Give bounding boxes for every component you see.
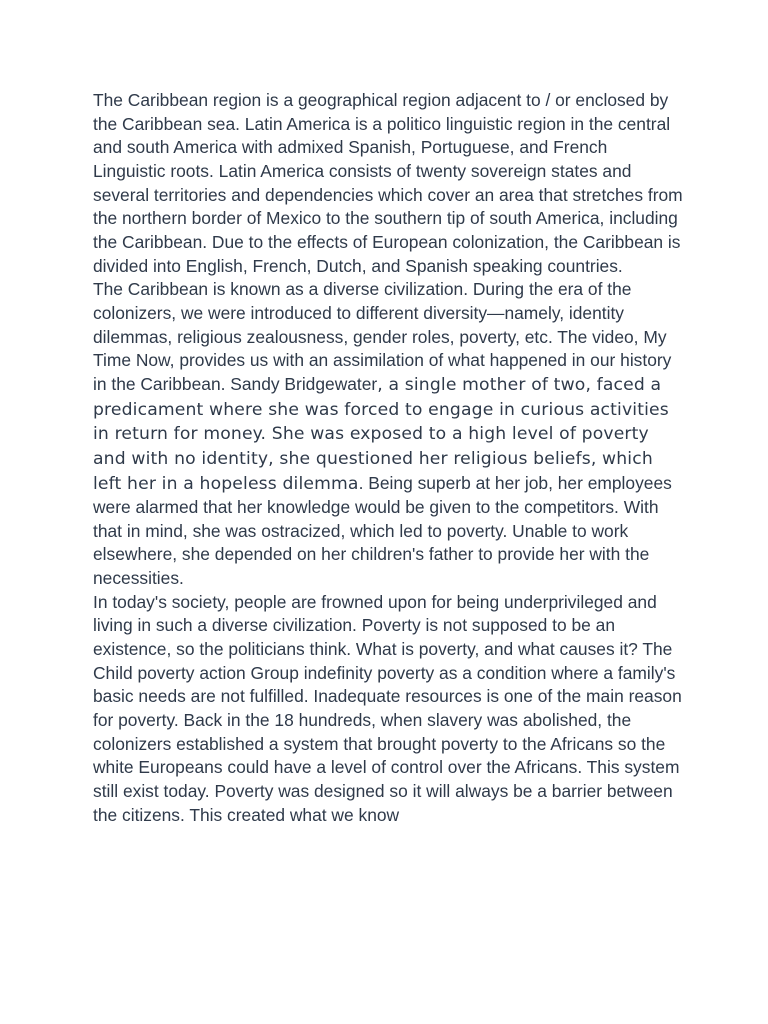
document-page xyxy=(93,89,683,827)
paragraph-text-alt-font: , a single mother of two, faced a predicament where she was forced to engage in curious activities in return for money. She was exposed to a high level of poverty and with no identity, she questioned her religious beliefs, which left her in a hopeless dilemma xyxy=(93,374,669,494)
paragraph-text-after: . Being superb at her job, her employees were alarmed that her knowledge would be given to the competitors. With that in mind, she was ostracized, which led to poverty. Unable to work elsewhere, she depended on her children's father to provide her with the necessities. xyxy=(93,472,672,589)
paragraph-text-before: The Caribbean is known as a diverse civilization. During the era of the colonizers, we were introduced to different diversity—namely, identity dilemmas, religious zealousness, gender roles, poverty, etc. The video, My Time Now, provides us with an assimilation of what happened in our history in the Caribbean. Sandy Bridgewater xyxy=(93,279,672,394)
paragraph-poverty: In today's society, people are frowned upon for being underprivileged and living in such a diverse civilization. Poverty is not supposed to be an existence, so the politicians think. What is poverty, and what causes it? The Child poverty action Group indefinity poverty as a condition where a family's basic needs are not fulfilled. Inadequate resources is one of the main reason for poverty. Back in the 18 hundreds, when slavery was abolished, the colonizers established a system that brought poverty to the Africans so the white Europeans could have a level of control over the Africans. This system still exist today. Poverty was designed so it will always be a barrier between the citizens. This created what we know xyxy=(93,591,682,825)
paragraph-caribbean-region: The Caribbean region is a geographical region adjacent to / or enclosed by the Caribbean sea. Latin America is a politico linguistic region in the central and south America with admixed Spanish, Portuguese, and French Linguistic roots. Latin America consists of twenty sovereign states and several territories and dependencies which cover an area that stretches from the northern border of Mexico to the southern tip of south America, including the Caribbean. Due to the effects of European colonization, the Caribbean is divided into English, French, Dutch, and Spanish speaking countries. xyxy=(93,90,683,276)
paragraph-diverse-civilization xyxy=(93,278,683,591)
